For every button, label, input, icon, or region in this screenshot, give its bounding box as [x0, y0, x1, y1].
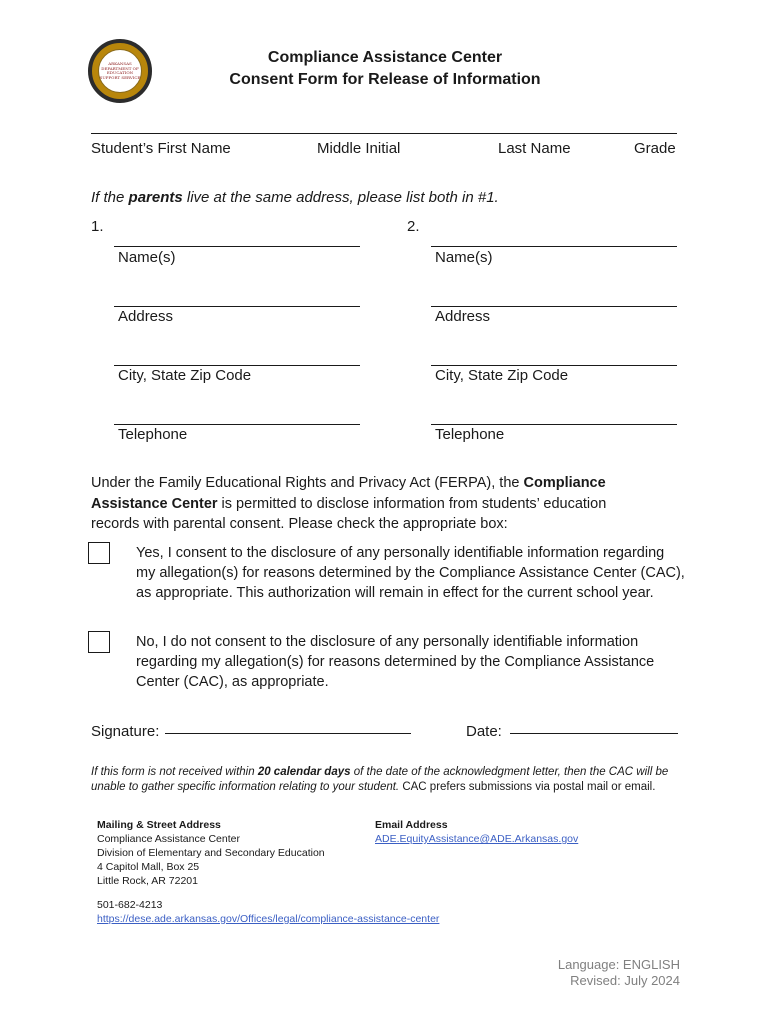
signature-field[interactable] [165, 733, 411, 734]
parent2-city-label: City, State Zip Code [435, 367, 569, 384]
parent1-city-label: City, State Zip Code [118, 367, 252, 384]
seal-center [98, 49, 142, 93]
parent1-telephone-label: Telephone [118, 426, 188, 443]
parent2-address-label: Address [435, 308, 491, 325]
student-info-line[interactable] [91, 133, 677, 134]
parent2-telephone-field[interactable] [431, 424, 677, 425]
date-label: Date: [466, 723, 502, 740]
mailing-line: 4 Capitol Mall, Box 25 [97, 861, 200, 873]
ferpa-paragraph: Under the Family Educational Rights and Privacy Act (FERPA), the Compliance Assistance Center is permitted to disclose information from students’ education records with parental consent. Please check the appropriate box: [91, 475, 607, 532]
parent2-city-field[interactable] [431, 365, 677, 366]
form-title-line2: Consent Form for Release of Information [229, 71, 541, 88]
mailing-heading: Mailing & Street Address [97, 819, 221, 831]
email-link[interactable]: ADE.EquityAssistance@ADE.Arkansas.gov [375, 833, 579, 845]
parent2-address-field[interactable] [431, 306, 677, 307]
mailing-line: Little Rock, AR 72201 [97, 875, 198, 887]
phone-number: 501-682-4213 [97, 899, 163, 911]
grade-label: Grade [634, 140, 676, 157]
parent1-names-field[interactable] [114, 246, 360, 247]
parent2-telephone-label: Telephone [435, 426, 505, 443]
submission-notice: If this form is not received within 20 calendar days of the date of the acknowledgment letter, then the CAC will be unable to gather specific information relating to your student. CAC prefers submissions via postal mail or email. [91, 766, 669, 793]
mailing-address-block [97, 818, 325, 888]
mailing-line: Compliance Assistance Center [97, 833, 240, 845]
agency-seal-logo [88, 39, 152, 103]
consent-yes-checkbox[interactable] [88, 542, 110, 564]
parent1-address-label: Address [118, 308, 174, 325]
parent1-names-label: Name(s) [118, 249, 176, 266]
website-link[interactable]: https://dese.ade.arkansas.gov/Offices/legal/compliance-assistance-center [97, 913, 440, 925]
last-name-label: Last Name [498, 140, 571, 157]
consent-yes-text: Yes, I consent to the disclosure of any personally identifiable information regarding my allegation(s) for reasons determined by the Compliance Assistance Center (CAC), as appropriate. This authorization will remain in effect for the current school year. [136, 545, 685, 601]
parent-1-number: 1. [91, 218, 104, 235]
parent1-city-field[interactable] [114, 365, 360, 366]
consent-no-text: No, I do not consent to the disclosure of any personally identifiable information regarding my allegation(s) for reasons determined by the Compliance Assistance Center (CAC), as appropriate. [136, 634, 655, 690]
language-label: Language: ENGLISH [557, 957, 680, 972]
parent1-address-field[interactable] [114, 306, 360, 307]
parent2-names-label: Name(s) [435, 249, 493, 266]
form-title-line1: Compliance Assistance Center [267, 49, 503, 66]
consent-no-checkbox[interactable] [88, 631, 110, 653]
parent2-names-field[interactable] [431, 246, 677, 247]
student-first-name-label: Student’s First Name [91, 140, 231, 157]
seal-text: ARKANSAS DEPARTMENT OF EDUCATION SUPPORT SERVICE [99, 61, 141, 80]
signature-label: Signature: [91, 723, 160, 740]
parents-instruction: If the parents live at the same address, please list both in #1. [91, 189, 499, 206]
date-field[interactable] [510, 733, 678, 734]
revised-label: Revised: July 2024 [570, 973, 680, 988]
parent-2-number: 2. [407, 218, 420, 235]
middle-initial-label: Middle Initial [317, 140, 401, 157]
mailing-line: Division of Elementary and Secondary Education [97, 847, 325, 859]
email-heading: Email Address [375, 819, 448, 831]
email-block [375, 818, 578, 846]
parent1-telephone-field[interactable] [114, 424, 360, 425]
